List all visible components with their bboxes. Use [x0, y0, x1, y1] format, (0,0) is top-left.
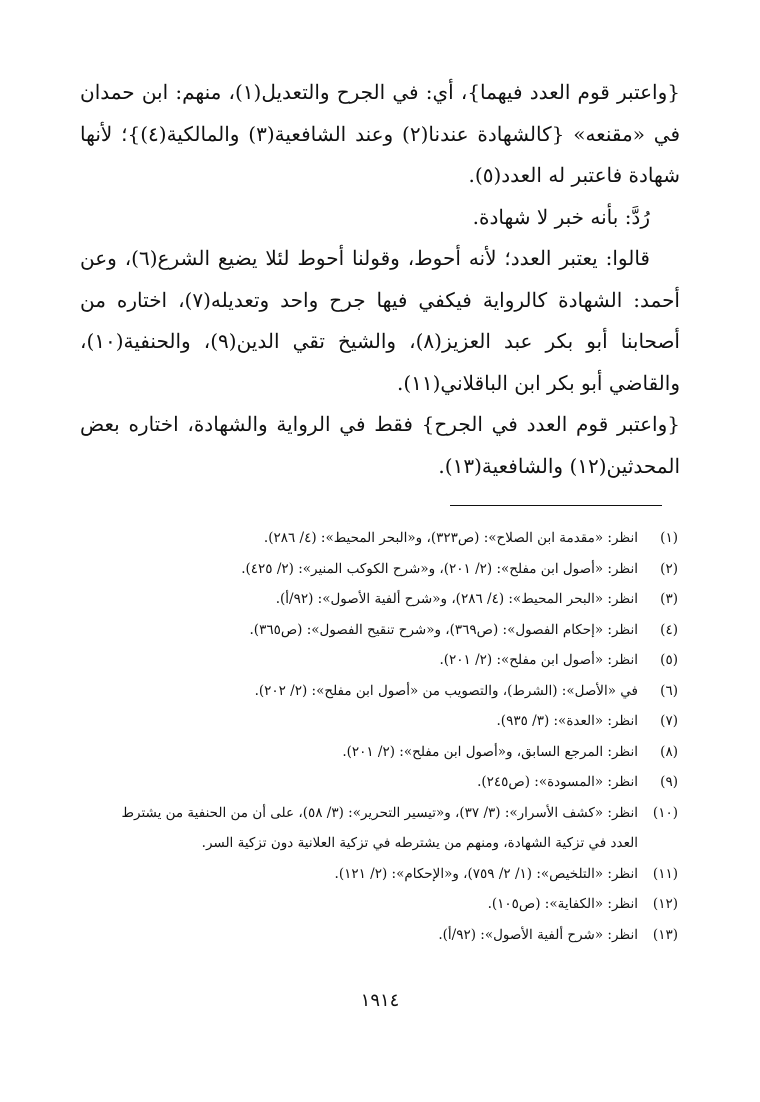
footnote-separator [450, 505, 662, 506]
footnote-text: انظر: «إحكام الفصول»: (ص٣٦٩)، و«شرح تنقيح الفصول»: (ص٣٦٥). [249, 621, 638, 638]
footnote-number: (٤) [660, 621, 678, 638]
footnote-number: (١٣) [652, 926, 678, 943]
page-number: ١٩١٤ [360, 990, 400, 1011]
footnote-text: انظر: «التلخيص»: (١/ ٢/ ٧٥٩)، و«الإحكام»: (٢/ ١٢١). [334, 865, 638, 882]
footnote [95, 889, 678, 920]
footnote-text: انظر: «أصول ابن مفلح»: (٢/ ٢٠١). [439, 652, 638, 668]
footnote-text: في «الأصل»: (الشرط)، والتصويب من «أصول ابن مفلح»: (٢/ ٢٠٢). [254, 682, 638, 699]
footnote-number: (١٠) [652, 804, 678, 821]
footnote [95, 859, 678, 890]
footnote-text: انظر: «العدة»: (٣/ ٩٣٥). [496, 713, 638, 729]
main-text [80, 72, 680, 487]
footnote-number: (٩) [660, 774, 678, 790]
footnote-text: انظر: «شرح ألفية الأصول»: (٩٢/أ). [438, 926, 638, 943]
footnote [95, 920, 678, 951]
paragraph-3: قالوا: يعتبر العدد؛ لأنه أحوط، وقولنا أحوط لئلا يضيع الشرع(٦)، وعن أحمد: الشهادة كالرواية فيكفي فيها جرح واحد وتعديله(٧)، اختاره من أصحابنا أبو بكر عبد العزيز(٨)، والشيخ تقي الدين(٩)، والحنفية(١٠)، والقاضي أبو بكر ابن الباقلاني(١١). [80, 246, 680, 395]
footnote-text: انظر: «أصول ابن مفلح»: (٢/ ٢٠١)، و«شرح الكوكب المنير»: (٢/ ٤٢٥). [241, 560, 638, 577]
footnote-text: انظر: «الكفاية»: (ص١٠٥). [487, 896, 638, 912]
footnote-number: (١) [660, 530, 678, 546]
footnote-text: انظر: «البحر المحيط»: (٤/ ٢٨٦)، و«شرح ألفية الأصول»: (٩٢/أ). [275, 591, 638, 607]
footnote-number: (٢) [660, 560, 678, 577]
footnote-number: (١٢) [652, 896, 678, 912]
footnote [95, 798, 678, 859]
footnote [95, 737, 678, 768]
footnote [95, 523, 678, 554]
footnote-number: (٣) [660, 591, 678, 607]
paragraph-4: {واعتبر قوم العدد في الجرح} فقط في الرواية والشهادة، اختاره بعض المحدثين(١٢) والشافعية(١٣). [80, 412, 680, 478]
footnote [95, 645, 678, 676]
footnote [95, 554, 678, 585]
footnote-number: (٥) [660, 652, 678, 668]
footnote-text: انظر: «مقدمة ابن الصلاح»: (ص٣٢٣)، و«البحر المحيط»: (٤/ ٢٨٦). [263, 530, 638, 546]
footnote [95, 584, 678, 615]
footnote [95, 615, 678, 646]
paragraph-1: {واعتبر قوم العدد فيهما}، أي: في الجرح والتعديل(١)، منهم: ابن حمدان في «مقنعه» {كالشهادة عندنا(٢) وعند الشافعية(٣) والمالكية(٤)}؛ لأنها شهادة فاعتبر له العدد(٥). [80, 80, 681, 187]
footnotes [95, 523, 678, 950]
footnote-number: (٨) [660, 743, 678, 760]
footnote-number: (١١) [652, 865, 678, 882]
footnote [95, 706, 678, 737]
footnote-text: انظر: «المسودة»: (ص٢٤٥). [477, 774, 638, 790]
footnote-number: (٦) [660, 682, 678, 699]
footnote-text: انظر: «كشف الأسرار»: (٣/ ٣٧)، و«تيسير التحرير»: (٣/ ٥٨)، على أن من الحنفية من يشترط العدد في تزكية الشهادة، ومنهم من يشترطه في تزكية العلانية دون تزكية السر. [121, 804, 638, 851]
footnote-text: انظر: المرجع السابق، و«أصول ابن مفلح»: (٢/ ٢٠١). [342, 743, 638, 760]
paragraph-2: رُدَّ: بأنه خبر لا شهادة. [472, 204, 650, 229]
footnote [95, 767, 678, 798]
footnote-number: (٧) [660, 713, 678, 729]
footnote [95, 676, 678, 707]
